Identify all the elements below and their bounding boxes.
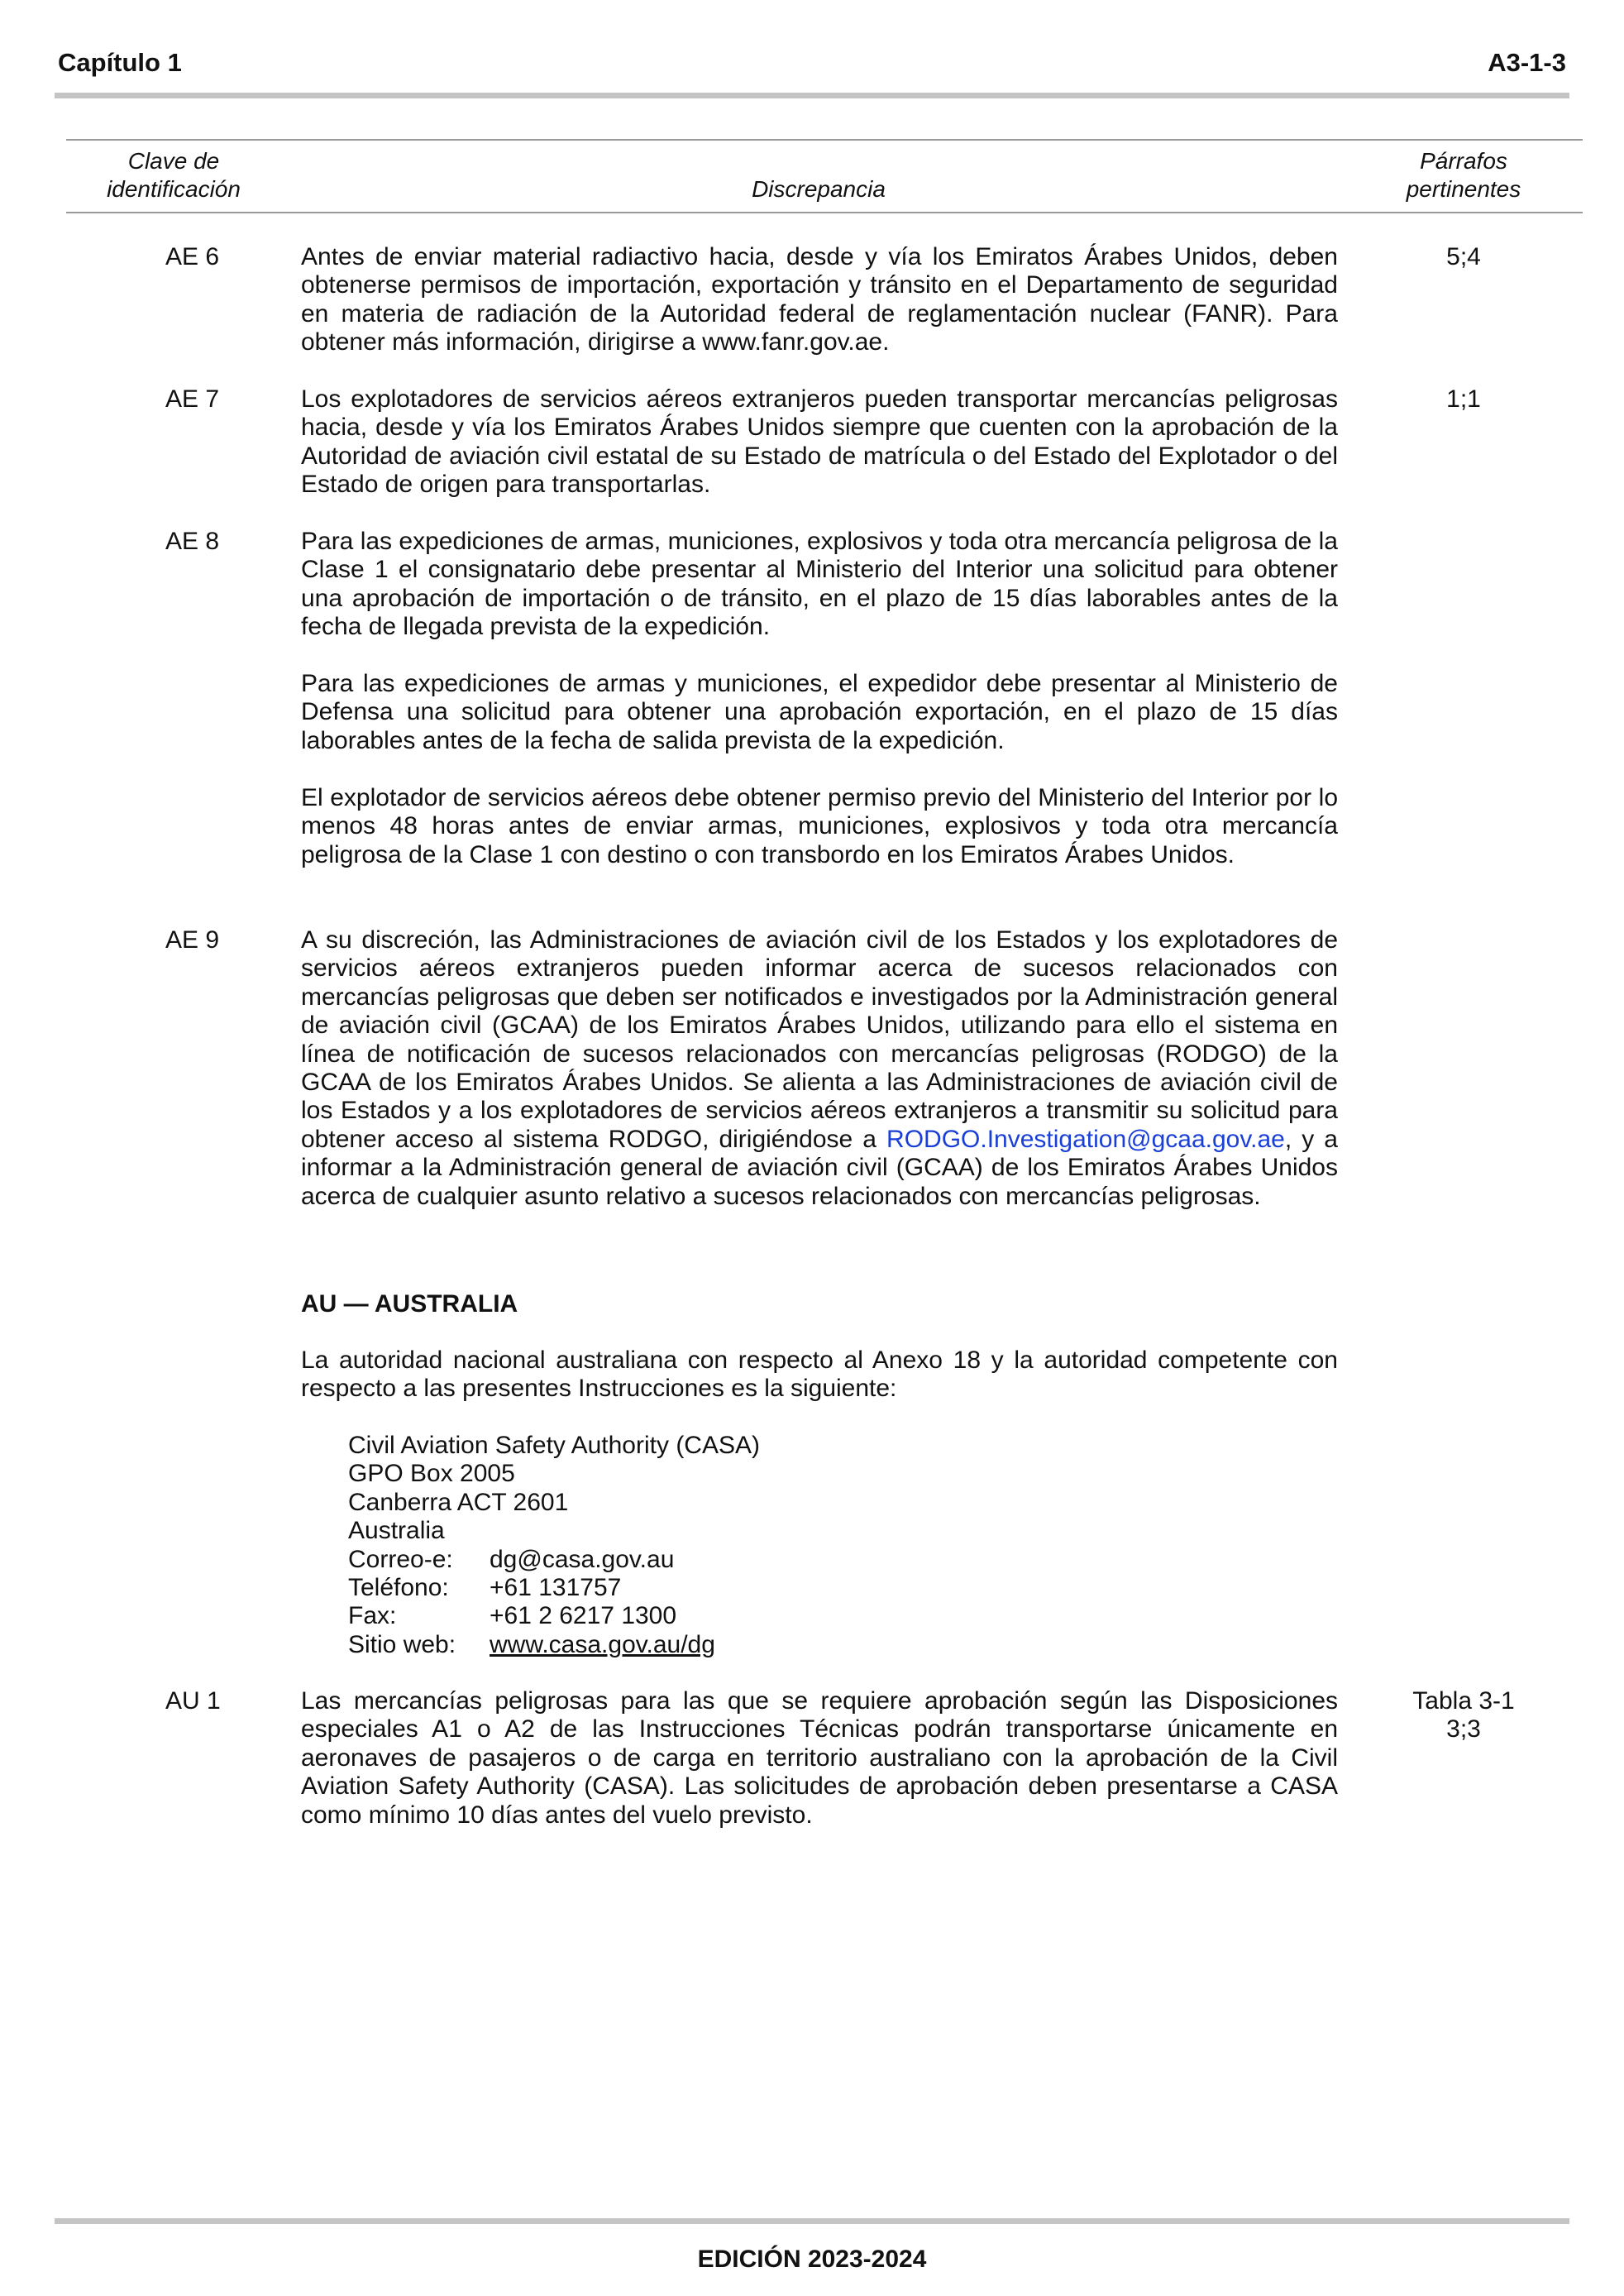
section-intro: La autoridad nacional australiana con respecto al Anexo 18 y la autoridad competente con respecto a las presentes Instrucciones es la siguiente: bbox=[301, 1347, 1338, 1403]
email-address: dg@casa.gov.au bbox=[490, 1545, 675, 1573]
entry-text: Los explotadores de servicios aéreos extranjeros pueden transportar mercancías peligrosas hacia, desde y vía los Emiratos Árabes Unidos siempre que cuenten con la aprobación de la Autoridad de aviación civil estatal de su Estado de matrícula o del Estado del Explotador o del Estado de origen para transportarlas. bbox=[301, 385, 1338, 499]
entry-text: Las mercancías peligrosas para las que se requiere aprobación según las Disposiciones especiales A1 o A2 de las Instrucciones Técnicas podrán transportarse únicamente en aeronaves de pasajeros o de carga en territorio australiano con la aprobación de la Civil Aviation Safety Authority (CASA). Las solicitudes de aprobación deben presentarse a CASA como mínimo 10 días antes del vuelo previsto. bbox=[301, 1687, 1338, 1829]
footer-rule bbox=[55, 2218, 1569, 2224]
column-header-discrepancy: Discrepancia bbox=[752, 176, 886, 202]
entry-text: El explotador de servicios aéreos debe obtener permiso previo del Ministerio del Interior por lo menos 48 horas antes de enviar armas, municiones, explosivos y toda otra mercancía peligrosa de la Clase 1 con destino o con transbordo en los Emiratos Árabes Unidos. bbox=[301, 784, 1338, 868]
section-heading: AU — AUSTRALIA bbox=[301, 1290, 518, 1318]
page-number: A3-1-3 bbox=[1488, 48, 1566, 77]
address-email-row: Correo-e: dg@casa.gov.au bbox=[348, 1545, 675, 1573]
entry-key: AU 1 bbox=[165, 1687, 221, 1715]
entry-key: AE 7 bbox=[165, 385, 220, 413]
authority-address: Civil Aviation Safety Authority (CASA) GPO Box 2005 Canberra ACT 2601 Australia Correo-e: dg@casa.gov.au Teléfono: +61 131757 Fax: +61 2 6217 1300 Sitio web: www.casa.gov.au/dg bbox=[348, 1432, 760, 1658]
column-header-key: Clave de identificación bbox=[107, 148, 241, 202]
chapter-label: Capítulo 1 bbox=[58, 48, 182, 77]
website-link[interactable]: www.casa.gov.au/dg bbox=[490, 1630, 715, 1658]
address-phone-row: Teléfono: +61 131757 bbox=[348, 1574, 622, 1602]
email-link[interactable]: RODGO.Investigation@gcaa.gov.ae bbox=[886, 1125, 1285, 1153]
entry-reference: 5;4 bbox=[1446, 243, 1481, 270]
entry-reference: Tabla 3-1 3;3 bbox=[1412, 1687, 1515, 1743]
column-header-references: Párrafos pertinentes bbox=[1406, 148, 1521, 202]
address-fax-row: Fax: +61 2 6217 1300 bbox=[348, 1602, 677, 1630]
entry-text: Para las expediciones de armas y municiones, el expedidor debe presentar al Ministerio de Defensa una solicitud para obtener una aprobación exportación, en el plazo de 15 días laborables antes de la fecha de salida prevista de la expedición. bbox=[301, 670, 1338, 754]
entry-key: AE 6 bbox=[165, 243, 220, 270]
header-rule bbox=[55, 93, 1569, 98]
entry-reference: 1;1 bbox=[1446, 385, 1481, 413]
edition-label: EDICIÓN 2023-2024 bbox=[697, 2246, 927, 2273]
entry-key: AE 8 bbox=[165, 528, 220, 555]
entry-text: Antes de enviar material radiactivo hacia, desde y vía los Emiratos Árabes Unidos, deben obtenerse permisos de importación, exportación y tránsito en el Departamento de seguridad en materia de radiación de la Autoridad federal de reglamentación nuclear (FANR). Para obtener más información, dirigirse a www.fanr.gov.ae. bbox=[301, 243, 1338, 356]
entry-key: AE 9 bbox=[165, 926, 220, 954]
address-web-row: Sitio web: www.casa.gov.au/dg bbox=[348, 1630, 715, 1658]
table-top-rule bbox=[66, 139, 1583, 141]
table-header-rule bbox=[66, 212, 1583, 213]
entry-text: Para las expediciones de armas, municiones, explosivos y toda otra mercancía peligrosa de la Clase 1 el consignatario debe presentar al Ministerio del Interior una solicitud para obtener una aprobación de importación o de tránsito, en el plazo de 15 días laborables antes de la fecha de llegada prevista de la expedición. bbox=[301, 528, 1338, 641]
entry-text: A su discreción, las Administraciones de aviación civil de los Estados y los explotadores de servicios aéreos extranjeros pueden informar acerca de sucesos relacionados con mercancías peligrosas que deben ser notificados e investigados por la Administración general de aviación civil (GCAA) de los Emiratos Árabes Unidos, utilizando para ello el sistema en línea de notificación de sucesos relacionados con mercancías peligrosas (RODGO) de la GCAA de los Emiratos Árabes Unidos. Se alienta a las Administraciones de aviación civil de los Estados y a los explotadores de servicios aéreos extranjeros a transmitir su solicitud para obtener acceso al sistema RODGO, dirigiéndose a RODGO.Investigation@gcaa.gov.ae, y a informar a la Administración general de aviación civil (GCAA) de los Emiratos Árabes Unidos acerca de cualquier asunto relativo a sucesos relacionados con mercancías peligrosas. bbox=[301, 926, 1338, 1210]
